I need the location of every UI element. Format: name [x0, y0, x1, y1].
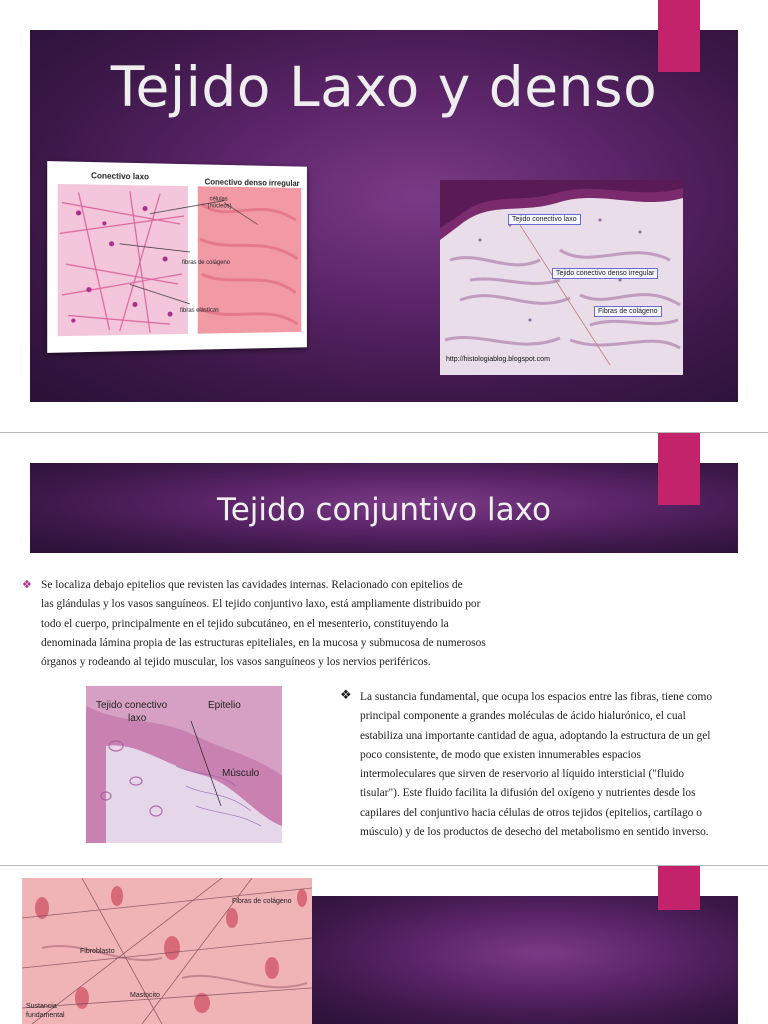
bullet-1-line: todo el cuerpo, principalmente en el tejido subcutáneo, en el mesenterio, constituyendo la: [41, 617, 449, 630]
bullet-2-line: principal componente a grandes moléculas de ácido hialurónico, el cual: [360, 710, 686, 723]
fibro-label-fibroblasto: Fibroblasto: [80, 948, 115, 955]
laxo-label-musculo: Músculo: [222, 768, 260, 779]
micrograph-laxo-denso-image: [47, 161, 307, 353]
bullet-2-line: tisular"). Este fluido facilita la difusión del oxígeno y nutrientes desde los: [360, 787, 696, 800]
fibro-label-fibras: Fibras de colágeno: [232, 898, 292, 905]
micrograph-skin: [440, 180, 683, 375]
micrograph-label-denso: Conectivo denso irregular: [204, 177, 300, 188]
bullet-1-icon: ❖: [22, 578, 32, 591]
bullet-1-paragraph: [41, 576, 561, 672]
bullet-1-line: las glándulas y los vasos sanguíneos. El tejido conjuntivo laxo, está ampliamente distribuido por: [41, 598, 481, 611]
laxo-label-tejido-1: Tejido conectivo: [96, 700, 168, 711]
bullet-2-line: poco consistente, de modo que existen innumerables espacios: [360, 748, 641, 761]
micrograph-label-colageno: fibras de colágeno: [181, 259, 230, 266]
skin-label-laxo: Tejido conectivo laxo: [508, 214, 581, 225]
fibro-label-sustancia-2: fundamental: [26, 1012, 65, 1019]
bullet-1-line: órganos y rodeando al tejido muscular, los vasos sanguíneos y los nervios periféricos.: [41, 656, 431, 669]
laxo-label-epitelio: Epitelio: [208, 700, 241, 711]
bullet-2-line: intermoleculares que sirven de reservorio al líquido intersticial ("fluido: [360, 768, 685, 781]
fibro-label-mastocito: Mastocito: [130, 992, 160, 999]
bullet-2-icon: ❖: [340, 688, 352, 703]
micrograph-fibroblasto: [22, 878, 312, 1024]
bullet-1-line: denominada lámina propia de las estructuras epiteliales, en la mucosa y submucosa de numerosos: [41, 636, 486, 649]
slide-3-accent-tab: [658, 866, 700, 910]
bullet-2-line: capilares del conjuntivo hacia células de otros tejidos (epitelios, cartílago o: [360, 806, 702, 819]
micrograph-laxo: [86, 686, 282, 843]
slide-1-title: Tejido Laxo y denso: [110, 55, 658, 119]
slide-2-title: Tejido conjuntivo laxo: [217, 492, 551, 528]
bullet-2-line: La sustancia fundamental, que ocupa los espacios entre las fibras, tiene como: [360, 691, 713, 703]
bullet-2-line: músculo) y de los productos de desecho del metabolismo en sentido inverso.: [360, 826, 709, 839]
bullet-1-line: Se localiza debajo epitelios que revisten las cavidades internas. Relacionado con epitelios de: [41, 579, 463, 591]
micrograph-label-elasticas: fibras elásticas: [180, 307, 219, 315]
bullet-2-paragraph: [360, 688, 760, 842]
micrograph-laxo-denso: [47, 161, 307, 353]
bullet-2-line: estabiliza una importante cantidad de agua, adoptando la estructura de un gel: [360, 729, 711, 742]
skin-label-fibras: Fibras de colágeno: [594, 306, 662, 317]
slide-3: [0, 866, 768, 1024]
micrograph-label-laxo: Conectivo laxo: [91, 171, 149, 182]
skin-credit: http://histologiablog.blogspot.com: [446, 356, 550, 363]
slide-3-title-band: [300, 896, 738, 1024]
micrograph-label-nucleos: (núcleos): [207, 203, 232, 210]
skin-label-denso: Tejido conectivo denso irregular: [552, 268, 658, 279]
laxo-label-tejido-2: laxo: [128, 713, 147, 724]
fibro-label-sustancia-1: Sustancia: [26, 1003, 57, 1010]
slide-1: [0, 0, 768, 432]
micrograph-label-celulas: células: [209, 196, 228, 203]
